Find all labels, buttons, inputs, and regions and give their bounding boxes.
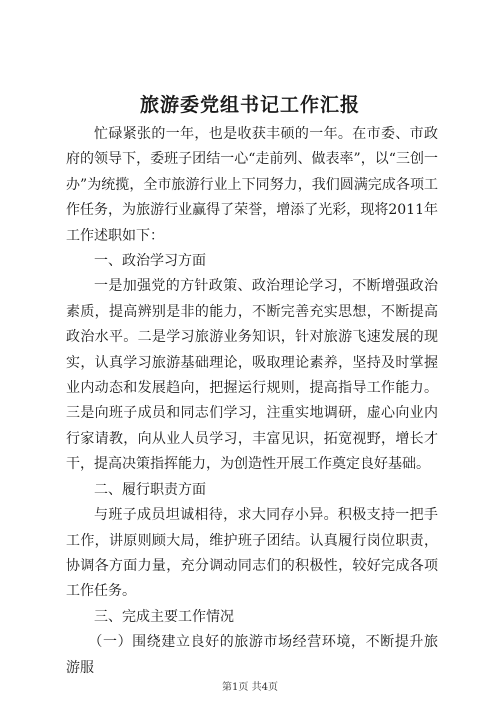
- political-study-paragraph: 一是加强党的方针政策、政治理论学习，不断增强政治素质，提高辨别是非的能力，不断完善充实思想，不断提高政治水平。二是学习旅游业务知识，针对旅游飞速发展的现实，认真学习旅游基础理论，吸取理论素养，坚持及时掌握业内动态和发展趋向，把握运行规则，提高指导工作能力。三是向班子成员和同志们学习，注重实地调研，虚心向业内行家请教，向从业人员学习，丰富见识，拓宽视野，增长才干，提高决策指挥能力，为创造性开展工作奠定良好基础。: [66, 278, 438, 473]
- section-heading-political-study: 一、政治学习方面: [94, 253, 206, 270]
- page-footer: 第1页 共4页: [222, 682, 278, 693]
- main-work-paragraph: （一）围绕建立良好的旅游市场经营环境，不断提升旅游服: [66, 634, 438, 676]
- intro-paragraph: 忙碌紧张的一年，也是收获丰硕的一年。在市委、市政府的领导下，委班子团结一心“走前列、做表率”，以“三创一办”为统揽，全市旅游行业上下同努力，我们圆满完成各项工作任务，为旅游行业赢得了荣誉，增添了光彩，现将2011年工作述职如下：: [66, 126, 438, 244]
- section-heading-main-work: 三、完成主要工作情况: [94, 608, 234, 625]
- document-title: 旅游委党组书记工作汇报: [139, 94, 360, 116]
- document-body: [66, 122, 438, 681]
- section-heading-duties: 二、履行职责方面: [94, 481, 206, 498]
- duties-paragraph: 与班子成员坦诚相待，求大同存小异。积极支持一把手工作，讲原则顾大局，维护班子团结。认真履行岗位职责，协调各方面力量，充分调动同志们的积极性，较好完成各项工作任务。: [66, 507, 438, 600]
